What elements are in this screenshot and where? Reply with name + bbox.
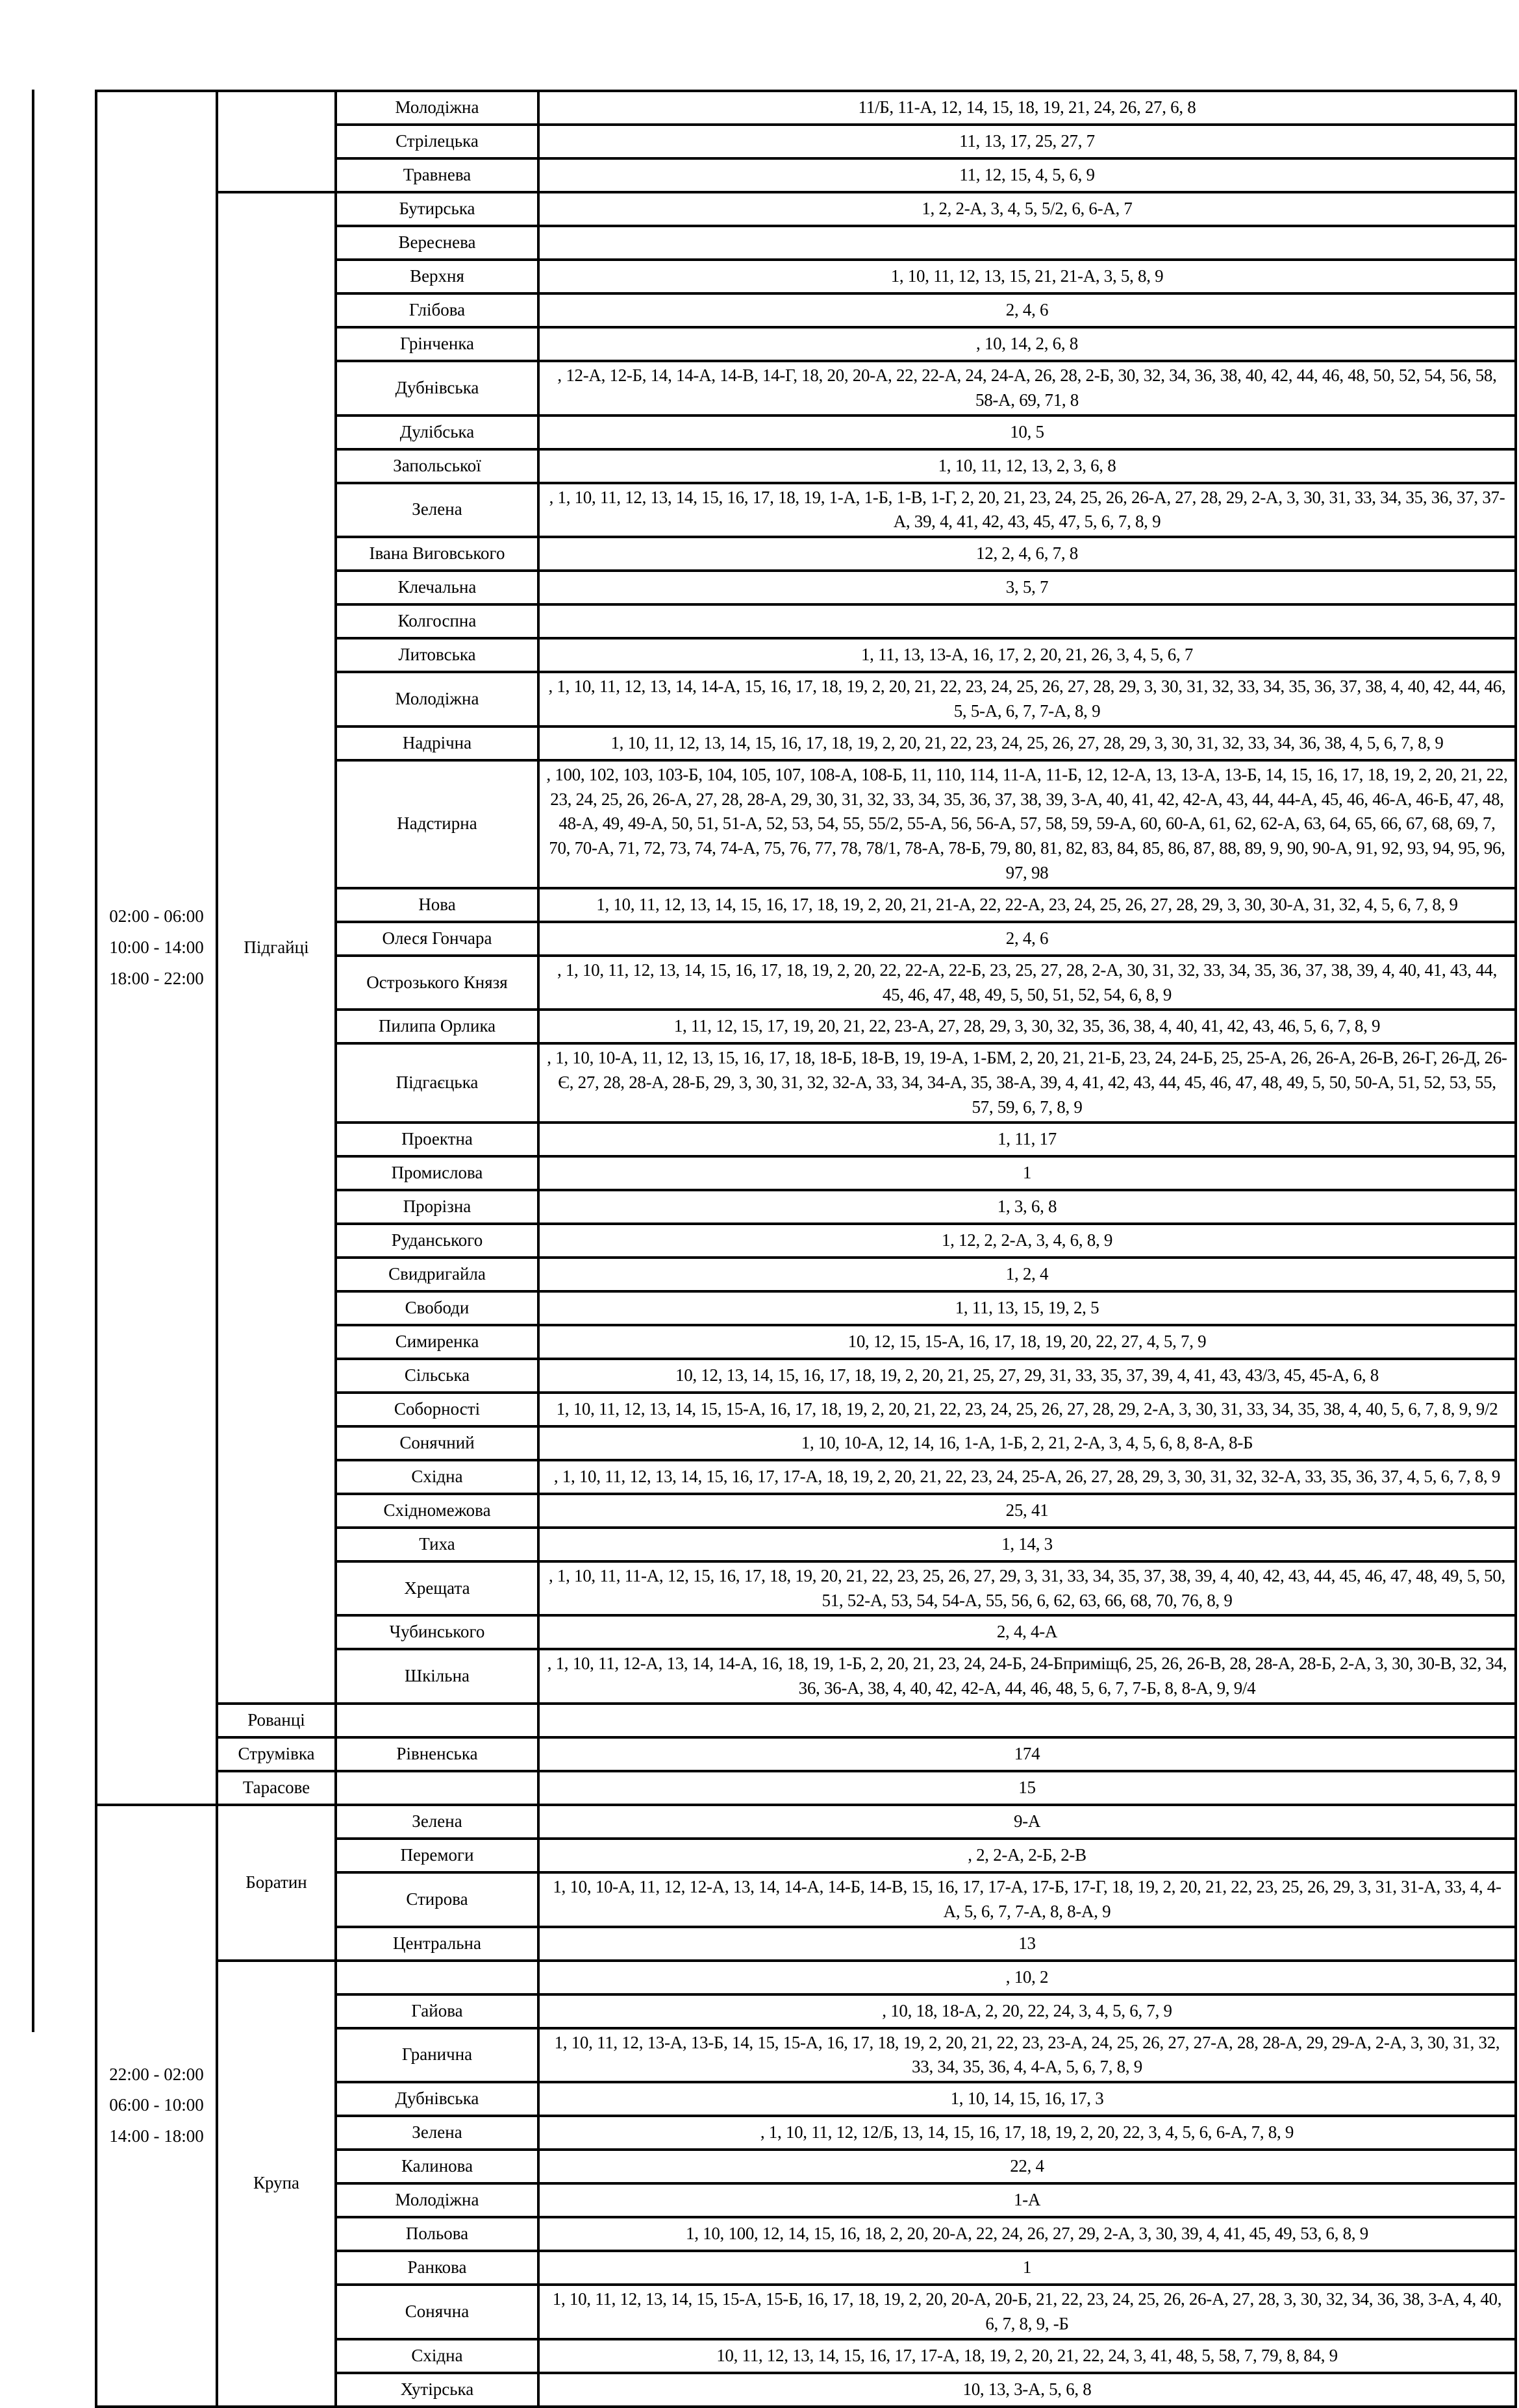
street-cell: Стирова: [336, 1872, 538, 1927]
schedule-table-body: [96, 91, 1516, 2407]
house-numbers-cell: 1, 10, 11, 12, 13-А, 13-Б, 14, 15, 15-А, 16, 17, 18, 19, 2, 20, 21, 22, 23, 23-А, 24, 25, 26, 27, 27-А, 28, 28-А, 29, 29-А, 2-А, 3, 30, 31, 32, 33, 34, 35, 36, 4, 4-А, 5, 6, 7, 8, 9: [538, 2028, 1516, 2083]
street-cell: Східномежова: [336, 1494, 538, 1528]
settlement-cell: Рованці: [217, 1704, 336, 1737]
house-numbers-cell: 1, 11, 13, 13-А, 16, 17, 2, 20, 21, 26, 3, 4, 5, 6, 7: [538, 638, 1516, 672]
house-numbers-cell: 1, 10, 10-А, 11, 12, 12-А, 13, 14, 14-А, 14-Б, 14-В, 15, 16, 17, 17-А, 17-Б, 17-Г, 18, 19, 2, 20, 21, 22, 23, 25, 26, 29, 3, 31, 31-А, 33, 4, 4-А, 5, 6, 7, 7-А, 8, 8-А, 9: [538, 1872, 1516, 1927]
time-slot-line: 10:00 - 14:00: [109, 937, 204, 958]
house-numbers-cell: , 1, 10, 11, 12-А, 13, 14, 14-А, 16, 18, 19, 1-Б, 2, 20, 21, 23, 24, 24-Б, 24-Бприміщ6, 25, 26, 26-В, 28, 28-А, 28-Б, 2-А, 3, 30, 30-В, 32, 34, 36, 36-А, 38, 4, 40, 42, 42-А, 44, 46, 48, 5, 6, 7, 7-Б, 8, 8-А, 9, 9/4: [538, 1649, 1516, 1704]
street-cell: Литовська: [336, 638, 538, 672]
house-numbers-cell: 10, 13, 3-А, 5, 6, 8: [538, 2373, 1516, 2407]
table-row: [96, 1737, 1516, 1771]
street-cell: Підгаєцька: [336, 1043, 538, 1122]
house-numbers-cell: 1, 14, 3: [538, 1528, 1516, 1561]
street-cell: Надрічна: [336, 726, 538, 760]
street-cell: Ранкова: [336, 2251, 538, 2285]
house-numbers-cell: 1-А: [538, 2183, 1516, 2217]
house-numbers-cell: 1, 11, 12, 15, 17, 19, 20, 21, 22, 23-А, 27, 28, 29, 3, 30, 32, 35, 36, 38, 4, 40, 41, 42, 43, 46, 5, 6, 7, 8, 9: [538, 1010, 1516, 1043]
outage-schedule-table: [95, 90, 1517, 2408]
house-numbers-cell: , 10, 18, 18-А, 2, 20, 22, 24, 3, 4, 5, 6, 7, 9: [538, 1994, 1516, 2028]
street-cell: Чубинського: [336, 1615, 538, 1649]
street-cell: Сонячний: [336, 1426, 538, 1460]
time-slot-line: 22:00 - 02:00: [109, 2064, 204, 2084]
time-slot-line: 18:00 - 22:00: [109, 968, 204, 988]
street-cell: Глібова: [336, 293, 538, 327]
house-numbers-cell: 1, 10, 11, 12, 13, 2, 3, 6, 8: [538, 449, 1516, 483]
street-cell: Дулібська: [336, 416, 538, 449]
street-cell: Свободи: [336, 1291, 538, 1325]
street-cell: Проектна: [336, 1123, 538, 1156]
time-slot-line: 06:00 - 10:00: [109, 2095, 204, 2115]
street-cell: Надстирна: [336, 760, 538, 888]
house-numbers-cell: 2, 4, 6: [538, 922, 1516, 956]
house-numbers-cell: 1, 11, 13, 15, 19, 2, 5: [538, 1291, 1516, 1325]
settlement-cell: Підгайці: [217, 192, 336, 1704]
table-row: [96, 192, 1516, 226]
street-cell: Зелена: [336, 2116, 538, 2150]
street-cell: Грінченка: [336, 327, 538, 361]
time-slot-line: 14:00 - 18:00: [109, 2126, 204, 2146]
street-cell: Сонячна: [336, 2285, 538, 2339]
street-cell: Промислова: [336, 1156, 538, 1190]
house-numbers-cell: 10, 11, 12, 13, 14, 15, 16, 17, 17-А, 18, 19, 2, 20, 21, 22, 24, 3, 41, 48, 5, 58, 7, 79, 8, 84, 9: [538, 2339, 1516, 2373]
street-cell: Запольської: [336, 449, 538, 483]
time-slot-cell: [96, 1805, 217, 2407]
house-numbers-cell: 1, 2, 4: [538, 1258, 1516, 1291]
time-slot-line: 02:00 - 06:00: [109, 906, 204, 926]
house-numbers-cell: 1, 10, 11, 12, 13, 15, 21, 21-А, 3, 5, 8, 9: [538, 260, 1516, 293]
street-cell: [336, 1771, 538, 1805]
street-cell: Польова: [336, 2217, 538, 2251]
house-numbers-cell: 11, 12, 15, 4, 5, 6, 9: [538, 158, 1516, 192]
house-numbers-cell: 10, 5: [538, 416, 1516, 449]
street-cell: Олеся Гончара: [336, 922, 538, 956]
house-numbers-cell: , 10, 2: [538, 1961, 1516, 1994]
street-cell: Острозького Князя: [336, 956, 538, 1010]
house-numbers-cell: 174: [538, 1737, 1516, 1771]
street-cell: [336, 1704, 538, 1737]
house-numbers-cell: 1, 10, 14, 15, 16, 17, 3: [538, 2082, 1516, 2116]
street-cell: Східна: [336, 2339, 538, 2373]
street-cell: Молодіжна: [336, 672, 538, 726]
street-cell: Бутирська: [336, 192, 538, 226]
street-cell: Зелена: [336, 1805, 538, 1839]
house-numbers-cell: 1, 10, 11, 12, 13, 14, 15, 15-А, 16, 17, 18, 19, 2, 20, 21, 22, 23, 24, 25, 26, 27, 28, 29, 2-А, 3, 30, 31, 33, 34, 35, 38, 4, 40, 5, 6, 7, 8, 9, 9/2: [538, 1393, 1516, 1426]
street-cell: Молодіжна: [336, 91, 538, 125]
street-cell: Дубнівська: [336, 2082, 538, 2116]
house-numbers-cell: , 1, 10, 10-А, 11, 12, 13, 15, 16, 17, 18, 18-Б, 18-В, 19, 19-А, 1-БМ, 2, 20, 21, 21-Б, 23, 24, 24-Б, 25, 25-А, 26, 26-А, 26-В, 26-Г, 26-Д, 26-Є, 27, 28, 28-А, 28-Б, 29, 3, 30, 31, 32, 32-А, 33, 34, 34-А, 35, 38-А, 39, 4, 41, 42, 43, 44, 45, 46, 47, 48, 49, 5, 50, 50-А, 51, 52, 53, 55, 57, 59, 6, 7, 8, 9: [538, 1043, 1516, 1122]
settlement-cell: Струмівка: [217, 1737, 336, 1771]
house-numbers-cell: 1, 10, 11, 12, 13, 14, 15, 16, 17, 18, 19, 2, 20, 21, 22, 23, 24, 25, 26, 27, 28, 29, 3, 30, 31, 32, 33, 34, 36, 38, 4, 5, 6, 7, 8, 9: [538, 726, 1516, 760]
house-numbers-cell: 1, 10, 10-А, 12, 14, 16, 1-А, 1-Б, 2, 21, 2-А, 3, 4, 5, 6, 8, 8-А, 8-Б: [538, 1426, 1516, 1460]
street-cell: Сільська: [336, 1359, 538, 1393]
street-cell: Травнева: [336, 158, 538, 192]
house-numbers-cell: 10, 12, 15, 15-А, 16, 17, 18, 19, 20, 22, 27, 4, 5, 7, 9: [538, 1325, 1516, 1359]
house-numbers-cell: 9-А: [538, 1805, 1516, 1839]
house-numbers-cell: 1: [538, 2251, 1516, 2285]
house-numbers-cell: 15: [538, 1771, 1516, 1805]
house-numbers-cell: [538, 226, 1516, 260]
house-numbers-cell: 25, 41: [538, 1494, 1516, 1528]
street-cell: Хутірська: [336, 2373, 538, 2407]
house-numbers-cell: , 1, 10, 11, 12, 13, 14, 15, 16, 17, 17-А, 18, 19, 2, 20, 21, 22, 23, 24, 25-А, 26, 27, 28, 29, 3, 30, 31, 32, 32-А, 33, 35, 36, 37, 4, 5, 6, 7, 8, 9: [538, 1460, 1516, 1494]
house-numbers-cell: 11/Б, 11-А, 12, 14, 15, 18, 19, 21, 24, 26, 27, 6, 8: [538, 91, 1516, 125]
street-cell: Шкільна: [336, 1649, 538, 1704]
house-numbers-cell: 11, 13, 17, 25, 27, 7: [538, 125, 1516, 158]
street-cell: Перемоги: [336, 1839, 538, 1872]
house-numbers-cell: , 2, 2-А, 2-Б, 2-В: [538, 1839, 1516, 1872]
house-numbers-cell: [538, 604, 1516, 638]
street-cell: Пилипа Орлика: [336, 1010, 538, 1043]
street-cell: Гайова: [336, 1994, 538, 2028]
settlement-cell: Боратин: [217, 1805, 336, 1961]
table-row: [96, 1805, 1516, 1839]
street-cell: Гранична: [336, 2028, 538, 2083]
street-cell: Руданського: [336, 1224, 538, 1258]
house-numbers-cell: 2, 4, 4-А: [538, 1615, 1516, 1649]
street-cell: Симиренка: [336, 1325, 538, 1359]
house-numbers-cell: , 1, 10, 11, 12, 13, 14, 14-А, 15, 16, 17, 18, 19, 2, 20, 21, 22, 23, 24, 25, 26, 27, 28, 29, 3, 30, 31, 32, 33, 34, 35, 36, 37, 38, 4, 40, 42, 44, 46, 5, 5-А, 6, 7, 7-А, 8, 9: [538, 672, 1516, 726]
house-numbers-cell: , 1, 10, 11, 12, 12/Б, 13, 14, 15, 16, 17, 18, 19, 2, 20, 22, 3, 4, 5, 6, 6-А, 7, 8, 9: [538, 2116, 1516, 2150]
street-cell: Клечальна: [336, 571, 538, 604]
settlement-cell: Крупа: [217, 1961, 336, 2407]
street-cell: Центральна: [336, 1927, 538, 1961]
house-numbers-cell: 2, 4, 6: [538, 293, 1516, 327]
time-slot-cell: [96, 91, 217, 1805]
house-numbers-cell: , 10, 14, 2, 6, 8: [538, 327, 1516, 361]
house-numbers-cell: 12, 2, 4, 6, 7, 8: [538, 537, 1516, 571]
house-numbers-cell: 22, 4: [538, 2150, 1516, 2183]
table-row: [96, 1704, 1516, 1737]
house-numbers-cell: 1, 3, 6, 8: [538, 1190, 1516, 1224]
house-numbers-cell: , 12-А, 12-Б, 14, 14-А, 14-В, 14-Г, 18, 20, 20-А, 22, 22-А, 24, 24-А, 26, 28, 2-Б, 30, 32, 34, 36, 38, 40, 42, 44, 46, 48, 50, 52, 54, 56, 58, 58-А, 69, 71, 8: [538, 361, 1516, 416]
settlement-cell: Тарасове: [217, 1771, 336, 1805]
house-numbers-cell: 1, 12, 2, 2-А, 3, 4, 6, 8, 9: [538, 1224, 1516, 1258]
house-numbers-cell: 1: [538, 1156, 1516, 1190]
house-numbers-cell: , 1, 10, 11, 11-А, 12, 15, 16, 17, 18, 19, 20, 21, 22, 23, 25, 26, 27, 29, 3, 31, 33, 34, 35, 37, 38, 39, 4, 40, 42, 43, 44, 45, 46, 47, 48, 49, 5, 50, 51, 52-А, 53, 54, 54-А, 55, 56, 6, 62, 63, 66, 68, 70, 76, 8, 9: [538, 1561, 1516, 1616]
table-row: [96, 1961, 1516, 1994]
street-cell: Верхня: [336, 260, 538, 293]
street-cell: Рівненська: [336, 1737, 538, 1771]
table-row: [96, 1771, 1516, 1805]
house-numbers-cell: 1, 2, 2-А, 3, 4, 5, 5/2, 6, 6-А, 7: [538, 192, 1516, 226]
house-numbers-cell: 1, 10, 100, 12, 14, 15, 16, 18, 2, 20, 20-А, 22, 24, 26, 27, 29, 2-А, 3, 30, 39, 4, 41, 45, 49, 53, 6, 8, 9: [538, 2217, 1516, 2251]
table-row: [96, 91, 1516, 125]
street-cell: Вереснева: [336, 226, 538, 260]
street-cell: Соборності: [336, 1393, 538, 1426]
street-cell: Стрілецька: [336, 125, 538, 158]
house-numbers-cell: , 100, 102, 103, 103-Б, 104, 105, 107, 108-А, 108-Б, 11, 110, 114, 11-А, 11-Б, 12, 12-А, 13, 13-А, 13-Б, 14, 15, 16, 17, 18, 19, 2, 20, 21, 22, 23, 24, 25, 26, 26-А, 27, 28, 28-А, 29, 30, 31, 32, 33, 34, 35, 36, 37, 38, 39, 3-А, 40, 41, 42, 42-А, 43, 44, 44-А, 45, 46, 46-А, 46-Б, 47, 48, 48-А, 49, 49-А, 50, 51, 51-А, 52, 53, 54, 55, 55/2, 55-А, 56, 56-А, 57, 58, 59, 59-А, 60, 60-А, 61, 62, 62-А, 63, 64, 65, 66, 67, 68, 69, 7, 70, 70-А, 71, 72, 73, 74, 74-А, 75, 76, 77, 78, 78/1, 78-А, 78-Б, 79, 80, 81, 82, 83, 84, 85, 86, 87, 88, 89, 9, 90, 90-А, 91, 92, 93, 94, 95, 96, 97, 98: [538, 760, 1516, 888]
house-numbers-cell: , 1, 10, 11, 12, 13, 14, 15, 16, 17, 18, 19, 1-А, 1-Б, 1-В, 1-Г, 2, 20, 21, 23, 24, 25, 26, 26-А, 27, 28, 29, 2-А, 3, 30, 31, 33, 34, 35, 36, 37, 37-А, 39, 4, 41, 42, 43, 45, 47, 5, 6, 7, 8, 9: [538, 483, 1516, 538]
house-numbers-cell: 13: [538, 1927, 1516, 1961]
street-cell: Східна: [336, 1460, 538, 1494]
street-cell: Прорізна: [336, 1190, 538, 1224]
street-cell: [336, 1961, 538, 1994]
house-numbers-cell: 1, 10, 11, 12, 13, 14, 15, 15-А, 15-Б, 16, 17, 18, 19, 2, 20, 20-А, 20-Б, 21, 22, 23, 24, 25, 26, 26-А, 27, 28, 3, 30, 32, 34, 36, 38, 3-А, 4, 40, 6, 7, 8, 9, -Б: [538, 2285, 1516, 2339]
page-left-border: [32, 90, 34, 2032]
house-numbers-cell: 1, 10, 11, 12, 13, 14, 15, 16, 17, 18, 19, 2, 20, 21, 21-А, 22, 22-А, 23, 24, 25, 26, 27, 28, 29, 3, 30, 30-А, 31, 32, 4, 5, 6, 7, 8, 9: [538, 888, 1516, 922]
house-numbers-cell: 10, 12, 13, 14, 15, 16, 17, 18, 19, 2, 20, 21, 25, 27, 29, 31, 33, 35, 37, 39, 4, 41, 43, 43/3, 45, 45-А, 6, 8: [538, 1359, 1516, 1393]
house-numbers-cell: 1, 11, 17: [538, 1123, 1516, 1156]
street-cell: Івана Виговського: [336, 537, 538, 571]
house-numbers-cell: [538, 1704, 1516, 1737]
house-numbers-cell: , 1, 10, 11, 12, 13, 14, 15, 16, 17, 18, 19, 2, 20, 22, 22-А, 22-Б, 23, 25, 27, 28, 2-А, 30, 31, 32, 33, 34, 35, 36, 37, 38, 39, 4, 40, 41, 43, 44, 45, 46, 47, 48, 49, 5, 50, 51, 52, 54, 6, 8, 9: [538, 956, 1516, 1010]
street-cell: Колгоспна: [336, 604, 538, 638]
street-cell: Молодіжна: [336, 2183, 538, 2217]
street-cell: Тиха: [336, 1528, 538, 1561]
street-cell: Калинова: [336, 2150, 538, 2183]
house-numbers-cell: 3, 5, 7: [538, 571, 1516, 604]
street-cell: Свидригайла: [336, 1258, 538, 1291]
street-cell: Нова: [336, 888, 538, 922]
street-cell: Хрещата: [336, 1561, 538, 1616]
street-cell: Дубнівська: [336, 361, 538, 416]
street-cell: Зелена: [336, 483, 538, 538]
settlement-cell: [217, 91, 336, 192]
